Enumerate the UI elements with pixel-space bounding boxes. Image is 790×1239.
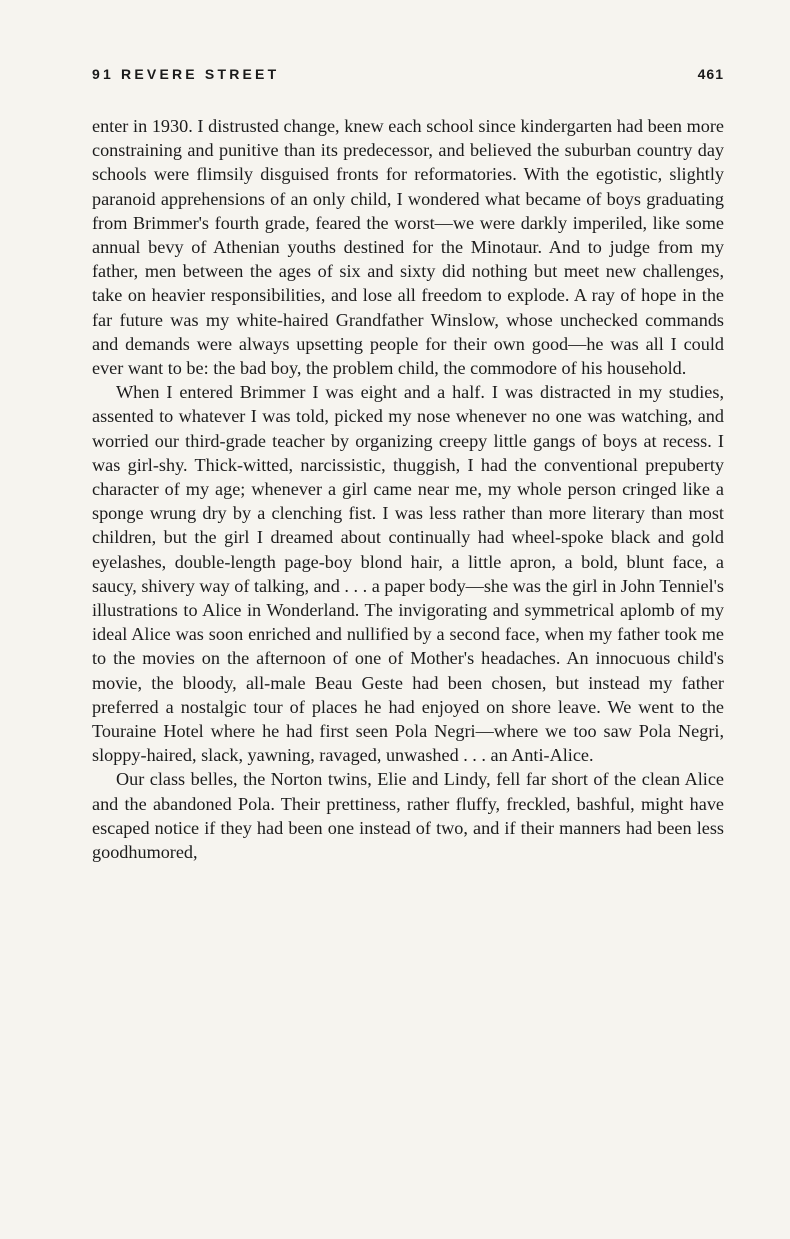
paragraph-1: enter in 1930. I distrusted change, knew each school since kindergarten had been more constraining and punitive than its predecessor, and believed the suburban country day schools were flimsily disguised fronts for reformatories. With the egotistic, slightly paranoid apprehensions of an only child, I wondered what became of boys graduating from Brimmer's fourth grade, feared the worst—we were darkly imperiled, like some annual bevy of Athenian youths destined for the Minotaur. And to judge from my father, men between the ages of six and sixty did nothing but meet new challenges, take on heavier responsibilities, and lose all freedom to explode. A ray of hope in the far future was my white-haired Grandfather Winslow, whose unchecked commands and demands were always upsetting people for their own good—he was all I could ever want to be: the bad boy, the problem child, the commodore of his household. [92, 116, 724, 379]
paragraph-3: Our class belles, the Norton twins, Elie and Lindy, fell far short of the clean Alice and the abandoned Pola. Their prettiness, rather fluffy, freckled, bashful, might have escaped notice if they had been one instead of two, and if their manners had been less goodhumored, [92, 769, 724, 863]
paragraph-2: When I entered Brimmer I was eight and a half. I was distracted in my studies, assented to whatever I was told, picked my nose whenever no one was watching, and worried our third-grade teacher by organizing creepy little gangs of boys at recess. I was girl-shy. Thick-witted, narcissistic, thuggish, I had the conventional prepuberty character of my age; whenever a girl came near me, my whole person cringed like a sponge wrung dry by a clenching fist. I was less rather than more literary than most children, but the girl I dreamed about continually had wheel-spoke black and gold eyelashes, double-length page-boy blond hair, a little apron, a bold, blunt face, a saucy, shivery way of talking, and . . . a paper body—she was the girl in John Tenniel's illustrations to Alice in Wonderland. The invigorating and symmetrical aplomb of my ideal Alice was soon enriched and nullified by a second face, when my father took me to the movies on the afternoon of one of Mother's headaches. An innocuous child's movie, the bloody, all-male Beau Geste had been chosen, but instead my father preferred a nostalgic tour of places he had enjoyed on shore leave. We went to the Touraine Hotel where he had first seen Pola Negri—where we too saw Pola Negri, sloppy-haired, slack, yawning, ravaged, unwashed . . . an Anti-Alice. [92, 382, 724, 766]
body-text [92, 114, 724, 864]
running-header [92, 66, 724, 86]
running-title: 91 REVERE STREET [92, 66, 280, 82]
page-number: 461 [697, 66, 724, 82]
